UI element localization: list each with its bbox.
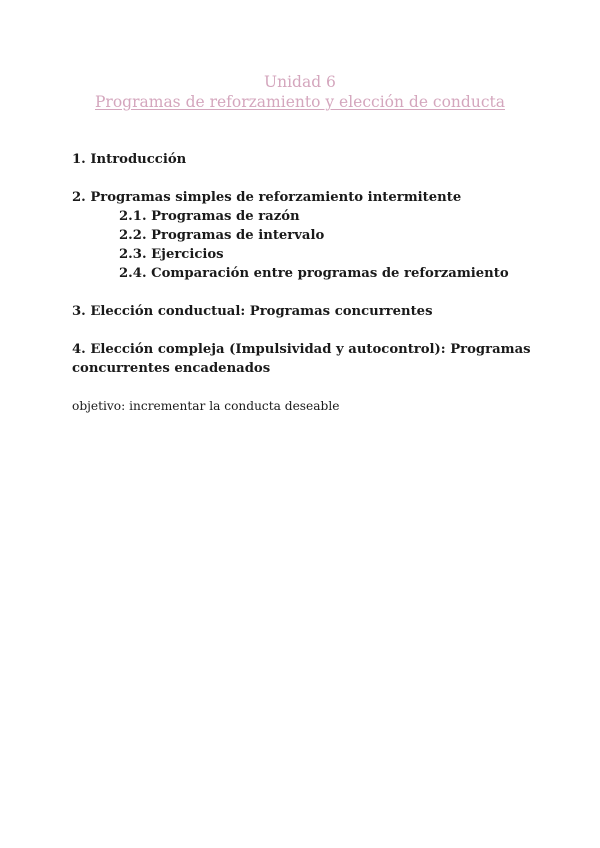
toc-subitem-razon: 2.1. Programas de razón	[119, 209, 300, 224]
toc-item-eleccion-compleja: 4. Elección compleja (Impulsividad y autocontrol): Programas	[72, 342, 531, 357]
toc-spacer	[72, 321, 542, 340]
toc-subitem-comparacion: 2.4. Comparación entre programas de reforzamiento	[119, 266, 509, 281]
unit-title: Unidad 6	[264, 73, 336, 91]
table-of-contents	[72, 150, 542, 378]
toc-item-programas-simples: 2. Programas simples de reforzamiento intermitente	[72, 190, 462, 205]
toc-spacer	[72, 283, 542, 302]
toc-item-eleccion-conductual: 3. Elección conductual: Programas concurrentes	[72, 304, 433, 319]
toc-item-introduccion: 1. Introducción	[72, 152, 187, 167]
objective-note: objetivo: incrementar la conducta deseable	[72, 399, 340, 413]
toc-spacer	[72, 169, 542, 188]
unit-subtitle: Programas de reforzamiento y elección de conducta	[95, 93, 505, 111]
toc-item-eleccion-compleja-cont: concurrentes encadenados	[72, 361, 271, 376]
toc-subitem-ejercicios: 2.3. Ejercicios	[119, 247, 224, 262]
document-header	[0, 72, 600, 112]
toc-subitem-intervalo: 2.2. Programas de intervalo	[119, 228, 325, 243]
